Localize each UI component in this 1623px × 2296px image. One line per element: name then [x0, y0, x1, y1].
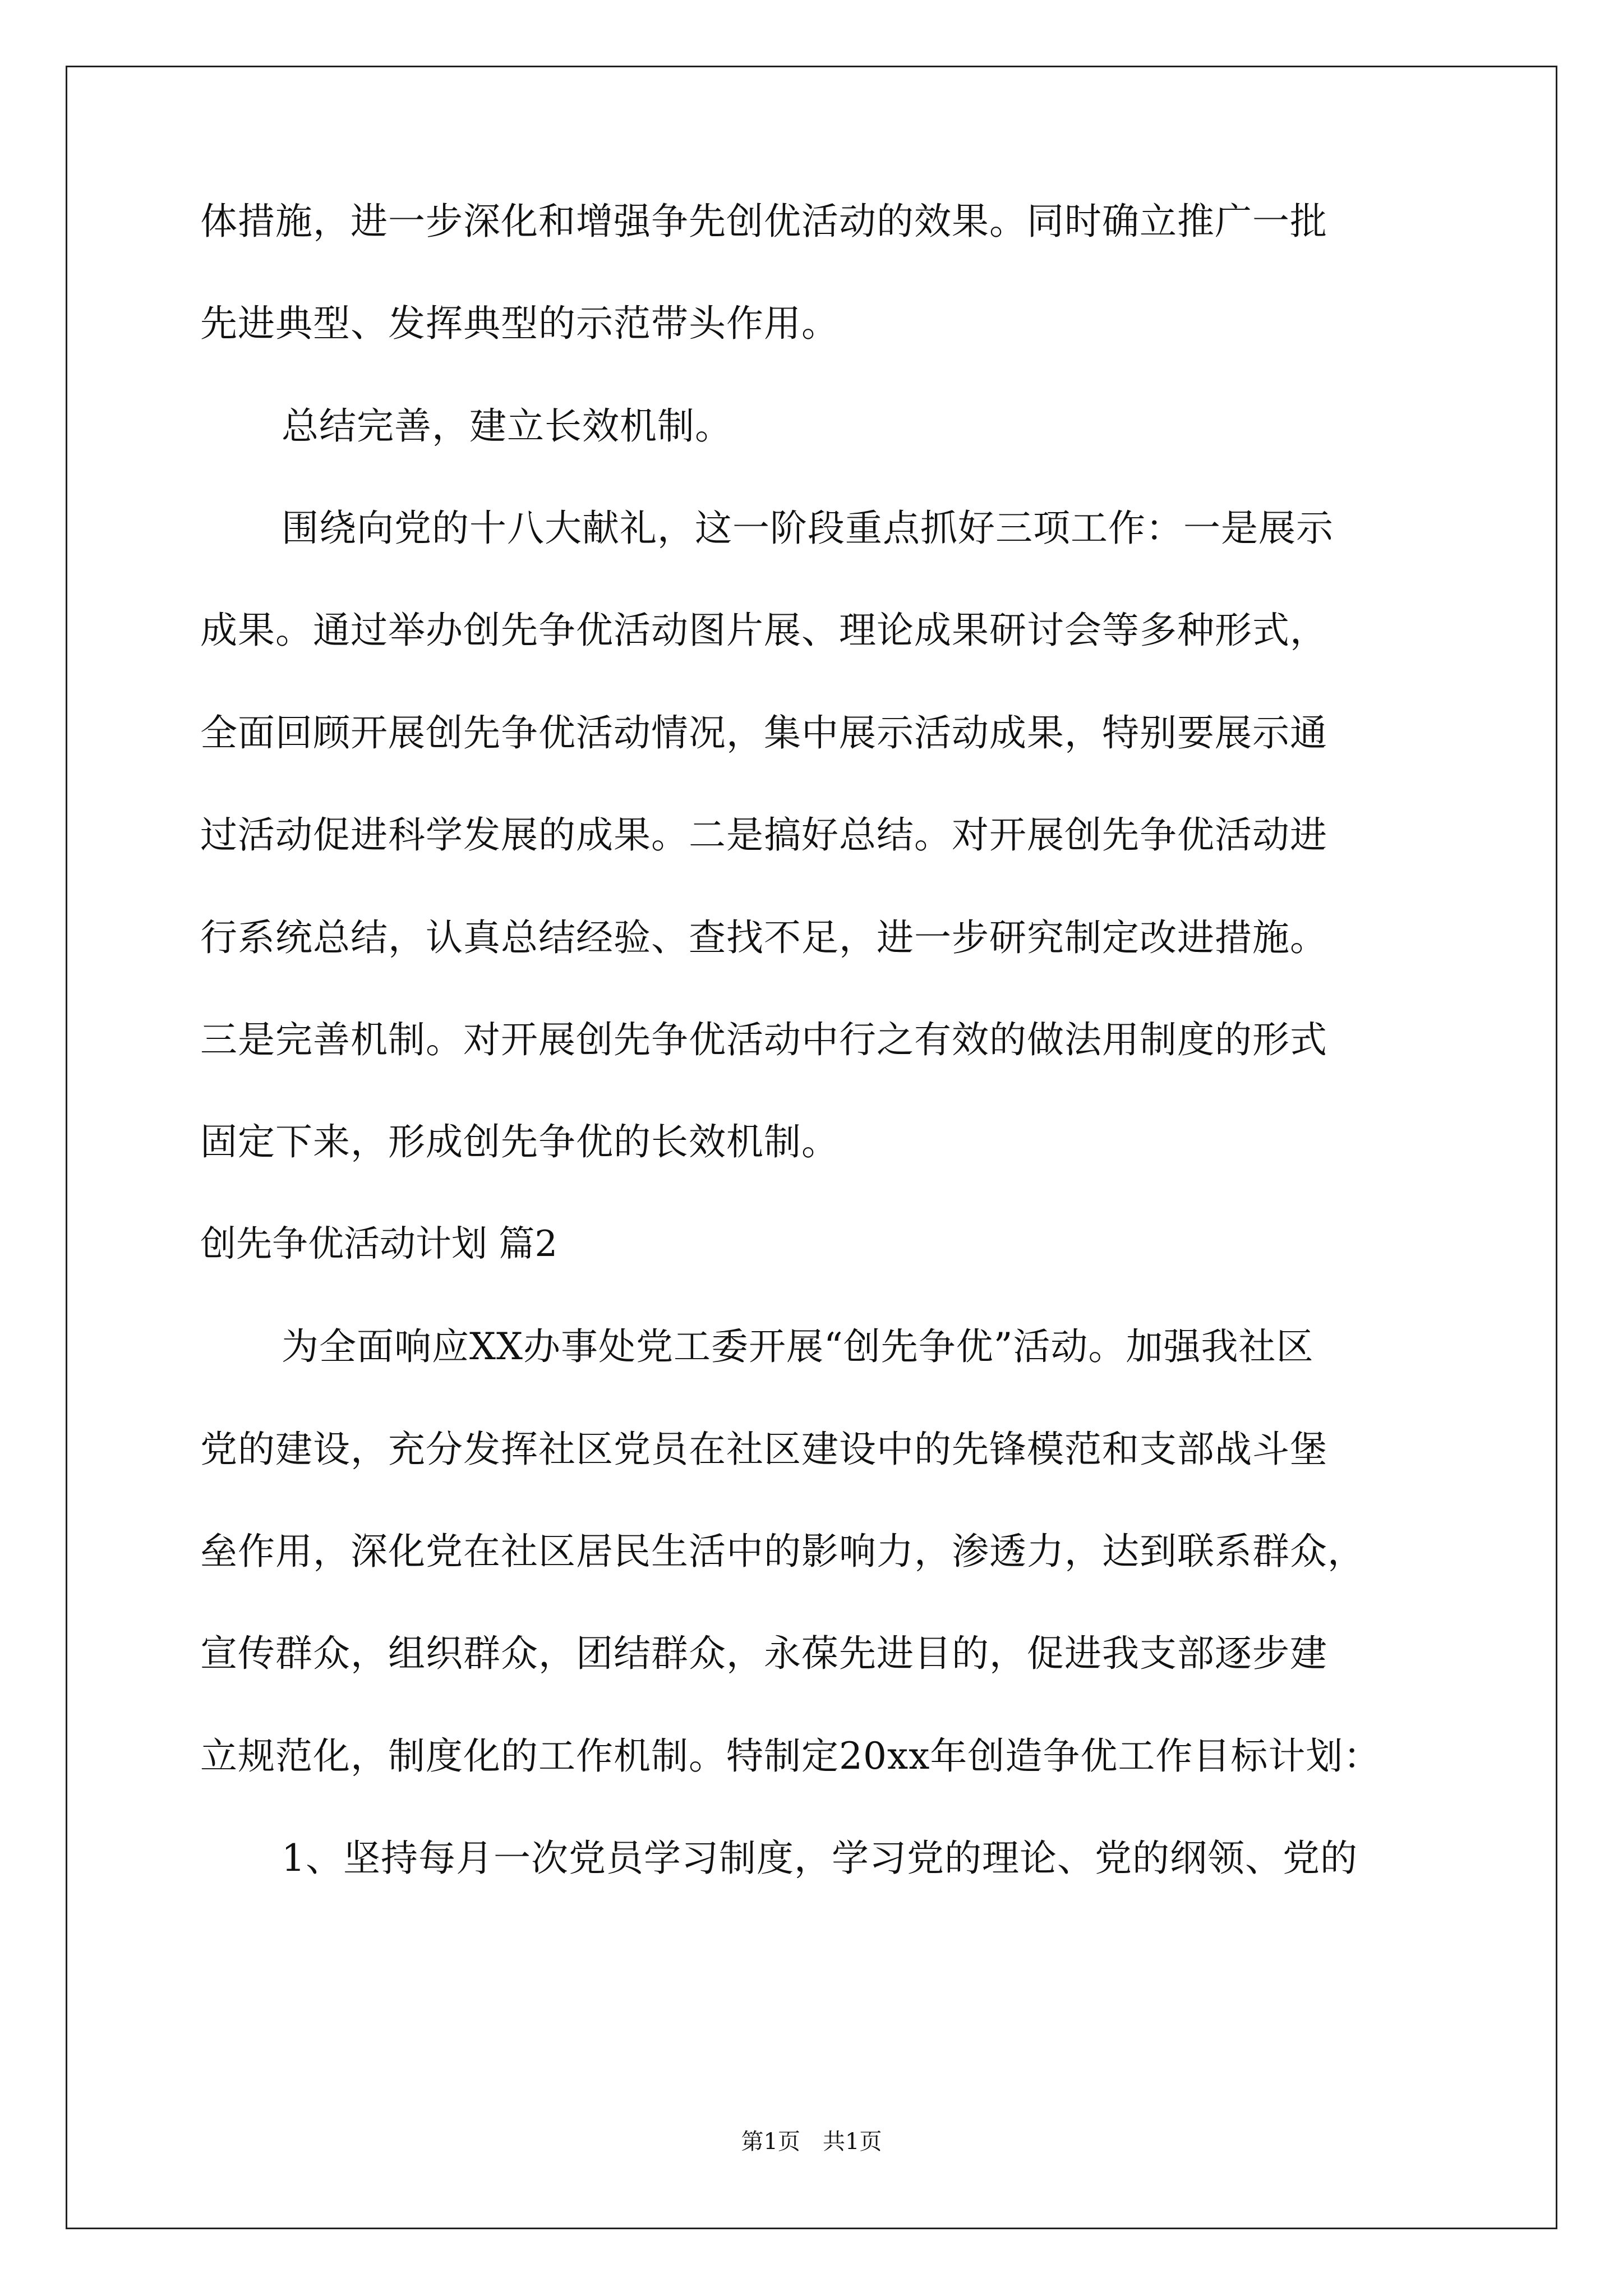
text-line: 全面回顾开展创先争优活动情况，集中展示活动成果，特别要展示通: [200, 711, 1327, 754]
text-line: 垒作用，深化党在社区居民生活中的影响力，渗透力，达到联系群众，: [200, 1530, 1365, 1573]
page-number-label: 第1页 共1页: [741, 2129, 882, 2155]
text-line: 成果。通过举办创先争优活动图片展、理论成果研讨会等多种形式，: [200, 609, 1327, 652]
text-line: 体措施，进一步深化和增强争先创优活动的效果。同时确立推广一批: [200, 200, 1327, 243]
text-line: 先进典型、发挥典型的示范带头作用。: [200, 302, 839, 345]
text-line: 三是完善机制。对开展创先争优活动中行之有效的做法用制度的形式: [200, 1018, 1327, 1061]
text-line: 总结完善，建立长效机制。: [282, 404, 732, 448]
section-heading: 创先争优活动计划 篇2: [200, 1223, 558, 1265]
text-line: 为全面响应XX办事处党工委开展“创先争优”活动。加强我社区: [282, 1325, 1314, 1368]
text-line: 固定下来，形成创先争优的长效机制。: [200, 1120, 839, 1163]
text-line: 1、坚持每月一次党员学习制度，学习党的理论、党的纲领、党的: [282, 1837, 1358, 1880]
text-line: 宣传群众，组织群众，团结群众，永葆先进目的，促进我支部逐步建: [200, 1632, 1327, 1675]
text-line: 过活动促进科学发展的成果。二是搞好总结。对开展创先争优活动进: [200, 813, 1327, 857]
text-line: 围绕向党的十八大献礼，这一阶段重点抓好三项工作：一是展示: [282, 507, 1334, 550]
text-line: 行系统总结，认真总结经验、查找不足，进一步研究制定改进措施。: [200, 916, 1327, 959]
text-line: 党的建设，充分发挥社区党员在社区建设中的先锋模范和支部战斗堡: [200, 1428, 1327, 1471]
page-footer: [0, 2124, 1623, 2156]
text-line: 立规范化，制度化的工作机制。特制定20xx年创造争优工作目标计划：: [200, 1734, 1381, 1778]
